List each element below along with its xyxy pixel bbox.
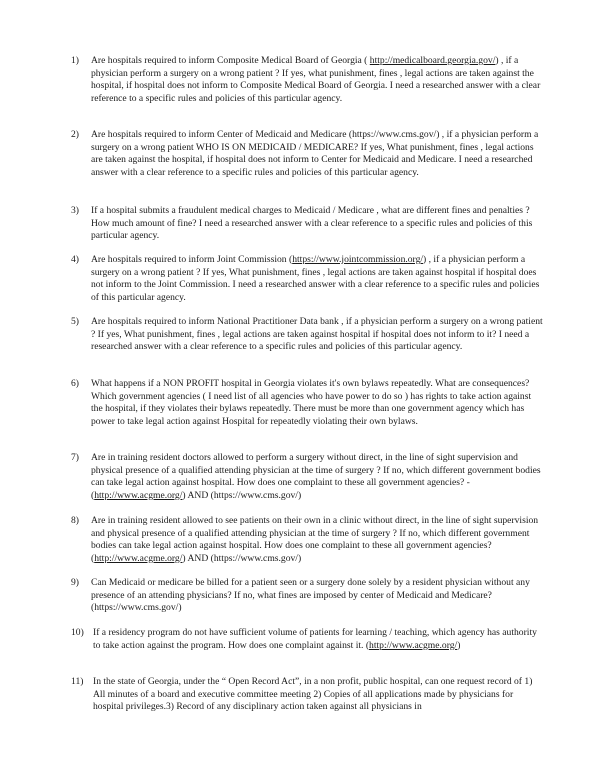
question-text — [91, 129, 543, 179]
question-text — [93, 676, 543, 714]
acgme-link[interactable]: http://www.acgme.org/ — [94, 489, 183, 501]
text-segment: In the state of Georgia, under the “ Open Record Act”, in a non profit, public hospital, can one request record of 1) All minutes of a board and executive committee meeting 2) Copies of all applications made by physicians for hospital privileges.3) Record of any disciplinary action taken against all physicians in — [93, 676, 533, 713]
question-text — [91, 378, 543, 428]
text-segment: Can Medicaid or medicare be billed for a patient seen or a surgery done solely by a resident physician without any presence of an attending physicians? If no, what fines are imposed by center of Medicaid and Medicare? (https://www.cms.gov/) — [91, 577, 530, 614]
question-number: 7) — [71, 452, 79, 463]
question-4 — [71, 254, 543, 304]
question-text — [91, 55, 543, 105]
question-text — [91, 452, 543, 502]
text-segment: Are hospitals required to inform Composite Medical Board of Georgia ( — [91, 55, 370, 66]
text-segment: If a hospital submits a fraudulent medical charges to Medicaid / Medicare , what are different fines and penalties ? How much amount of fine? I need a researched answer with a clear reference to a specific rules and policies of this particular agency. — [91, 205, 533, 242]
text-segment: Are in training resident doctors allowed to perform a surgery without direct, in the line of sight supervision and physical presence of a qualified attending physician at the time of surgery ? If no, which different government bodies can take legal action against hospital. How does one complaint to these all government agencies? -( — [91, 452, 541, 501]
text-segment: Are hospitals required to inform Center of Medicaid and Medicare (https://www.cms.gov/) , if a physician perform a surgery on a wrong patient WHO IS ON MEDICAID / MEDICARE? If yes, What punishment, fines , legal actions are taken against the hospital, if hospital does not inform to Center for Medicaid and Medicare. I need a researched answer with a clear reference to a specific rules and policies of this particular agency. — [91, 129, 539, 178]
question-number: 9) — [71, 577, 79, 588]
text-segment: Are hospitals required to inform Joint Commission ( — [91, 254, 293, 265]
acgme-link[interactable]: http://www.acgme.org/ — [369, 639, 458, 651]
text-segment: ) , if a physician perform a surgery on a wrong patient ? If yes, what punishment, fines , legal actions are taken against the hospital, if hospital does not inform to Composite Medical Board of Georgia. I need a researched answer with a clear reference to a specific rules and policies of this particular agency. — [91, 55, 541, 104]
question-number: 2) — [71, 129, 79, 140]
text-segment: Are hospitals required to inform National Practitioner Data bank , if a physician perform a surgery on a wrong patient ? If yes, What punishment, fines , legal actions are taken against hospital if hospital does not inform to it? I need a researched answer with a clear reference to a specific rules and policies of this particular agency. — [91, 316, 543, 353]
question-6 — [71, 378, 543, 428]
question-5 — [71, 316, 543, 354]
question-number: 3) — [71, 205, 79, 216]
text-segment: ) AND (https://www.cms.gov/) — [182, 552, 302, 564]
question-10 — [71, 627, 543, 652]
question-text — [91, 577, 543, 615]
question-text — [91, 316, 543, 354]
question-text — [91, 254, 543, 304]
question-9 — [71, 577, 543, 615]
question-text — [93, 627, 543, 652]
question-8 — [71, 515, 543, 565]
question-number: 4) — [71, 254, 79, 265]
joint-commission-link[interactable]: https://www.jointcommission.org/ — [292, 254, 424, 265]
acgme-link[interactable]: http://www.acgme.org/ — [94, 552, 183, 564]
text-segment: If a residency program do not have sufficient volume of patients for learning / teaching, which agency has authority to take action against the program. How does one complaint against it. ( — [93, 627, 537, 651]
question-7 — [71, 452, 543, 502]
question-number: 5) — [71, 316, 79, 327]
text-segment: Are in training resident allowed to see patients on their own in a clinic without direct, in the line of sight supervision and physical presence of a qualified attending physician at the time of surgery ? If no, which different government bodies can take legal action against hospital. How does one complaint to these all government agencies? ( — [91, 515, 539, 564]
question-number: 11) — [71, 676, 84, 687]
text-segment: ) — [457, 639, 461, 651]
question-number: 10) — [71, 627, 84, 638]
medical-board-link[interactable]: http://medicalboard.georgia.gov/ — [369, 55, 496, 66]
question-11 — [71, 676, 543, 714]
question-text — [91, 205, 543, 243]
question-number: 1) — [71, 55, 79, 66]
text-segment: What happens if a NON PROFIT hospital in Georgia violates it's own bylaws repeatedly. What are consequences? Which government agencies ( I need list of all agencies who have power to do so ) has rights to take action against the hospital, if they violates their bylaws repeatedly. There must be more than one government agency which has power to take legal action against Hospital for repeatedly violating their own bylaws. — [91, 378, 532, 427]
question-text — [91, 515, 543, 565]
text-segment: ) , if a physician perform a surgery on a wrong patient ? If yes, What punishment, fines , legal actions are taken against hospital if hospital does not inform to the Joint Commission. I need a researched answer with a clear reference to a specific rules and policies of this particular agency. — [91, 254, 540, 303]
question-1 — [71, 55, 543, 105]
question-number: 8) — [71, 515, 79, 526]
question-number: 6) — [71, 378, 79, 389]
question-3 — [71, 205, 543, 243]
question-2 — [71, 129, 543, 179]
text-segment: ) AND (https://www.cms.gov/) — [182, 489, 302, 501]
